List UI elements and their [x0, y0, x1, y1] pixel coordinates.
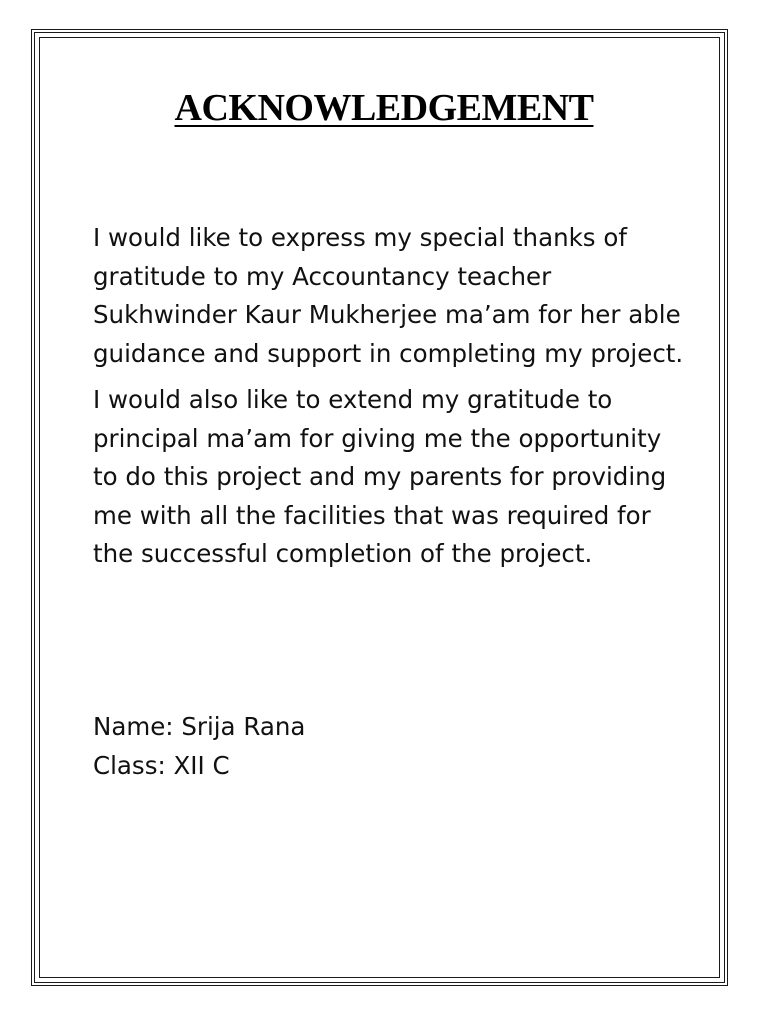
page-title: ACKNOWLEDGEMENT: [174, 87, 594, 129]
student-info: [93, 708, 305, 785]
acknowledgement-body: [93, 219, 693, 582]
student-class: Class: XII C: [93, 750, 230, 780]
paragraph-2: I would also like to extend my gratitude to principal ma’am for giving me the opportunity to do this project and my parents for providing me with all the facilities that was required for the successful completion of the project.: [93, 385, 667, 568]
student-name: Name: Srija Rana: [93, 712, 306, 741]
paragraph-1: I would like to express my special thanks of gratitude to my Accountancy teacher Sukhwinder Kaur Mukherjee ma’am for her able guidance and support in completing my project.: [93, 223, 684, 368]
